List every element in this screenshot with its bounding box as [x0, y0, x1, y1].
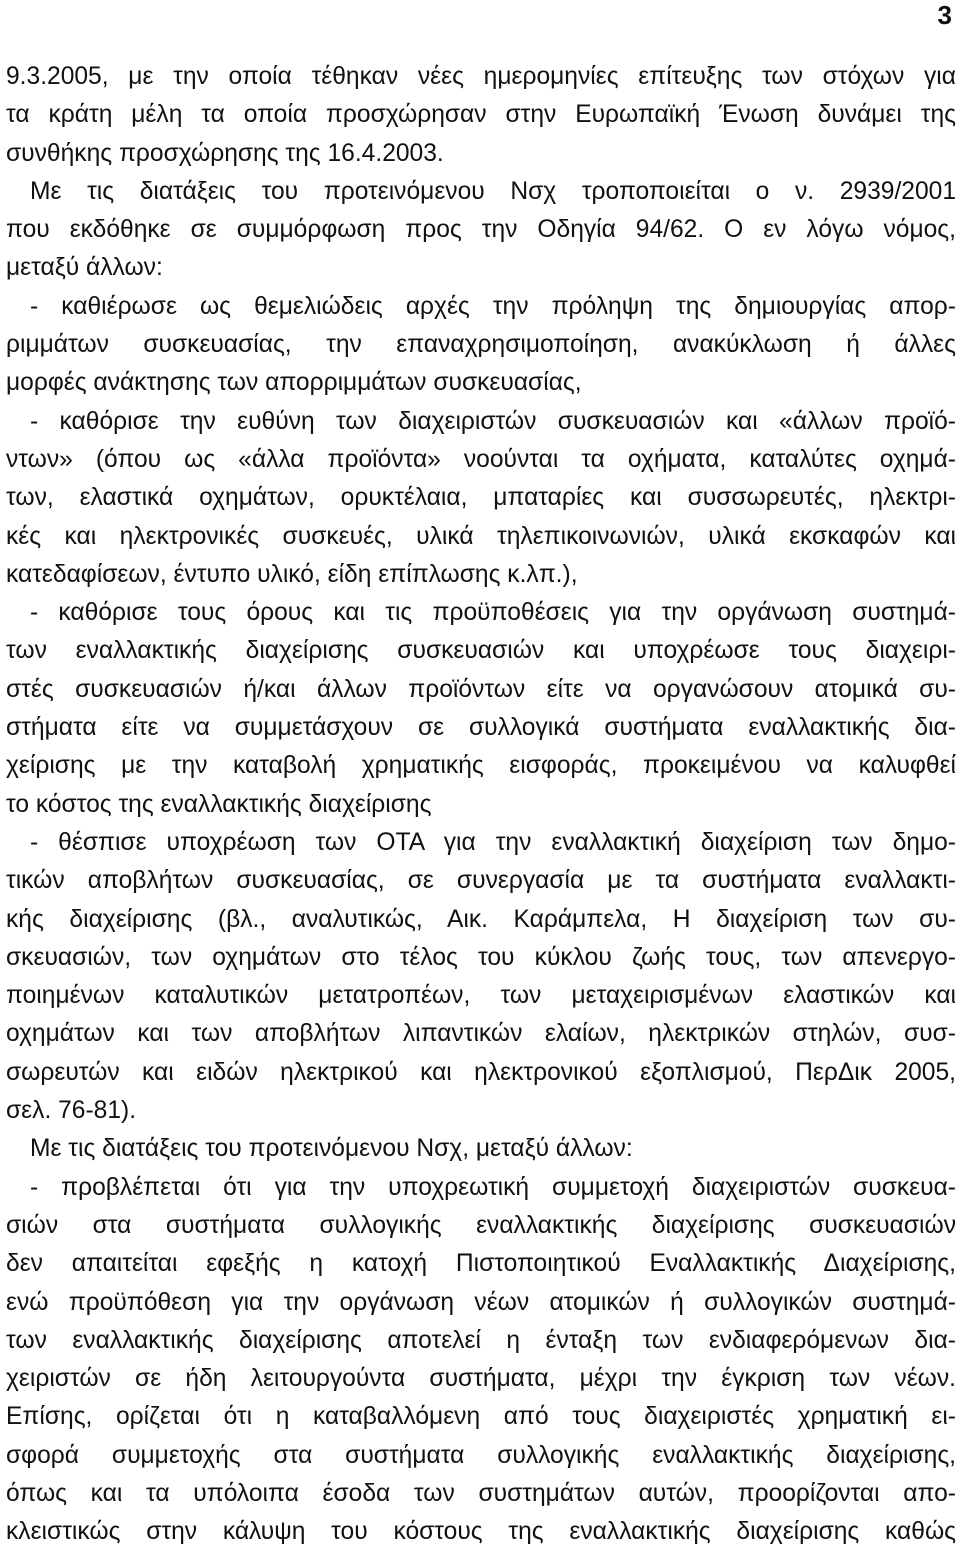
text-line: σελ. 76-81).	[6, 1097, 137, 1125]
text-line: χείρισης με την καταβολή χρηματικής εισφοράς, προκειμένου να καλυφθεί	[6, 752, 956, 780]
text-line: των εναλλακτικής διαχείρισης αποτελεί η ένταξη των ενδιαφερόμενων δια-	[6, 1326, 956, 1354]
page-number: 3	[937, 0, 952, 30]
text-line: Με τις διατάξεις του προτεινόμενου Νσχ, μεταξύ άλλων:	[30, 1135, 633, 1163]
text-line: Επίσης, ορίζεται ότι η καταβαλλόμενη από τους διαχειριστές χρηματική ει-	[6, 1403, 956, 1431]
text-line: ντων» (όπου ως «άλλα προϊόντα» νοούνται τα οχήματα, καταλύτες οχημά-	[6, 445, 956, 473]
text-line: δεν απαιτείται εφεξής η κατοχή Πιστοποιητικού Εναλλακτικής Διαχείρισης,	[6, 1250, 956, 1278]
text-line: στήματα είτε να συμμετάσχουν σε συλλογικά συστήματα εναλλακτικής δια-	[6, 714, 956, 742]
text-line: των εναλλακτικής διαχείρισης συσκευασιών και υποχρέωσε τους διαχειρι-	[6, 637, 956, 665]
text-line: - καθόρισε τους όρους και τις προϋποθέσεις για την οργάνωση συστημά-	[30, 599, 956, 627]
text-line: - θέσπισε υποχρέωση των ΟΤΑ για την εναλλακτική διαχείριση των δημο-	[30, 828, 956, 856]
text-line: χειριστών σε ήδη λειτουργούντα συστήματα, μέχρι την έγκριση των νέων.	[6, 1365, 956, 1393]
text-line: των, ελαστικά οχημάτων, ορυκτέλαια, μπαταρίες και συσσωρευτές, ηλεκτρι-	[6, 484, 956, 512]
text-line: - καθόρισε την ευθύνη των διαχειριστών συσκευασιών και «άλλων προϊό-	[30, 407, 956, 435]
text-line: κής διαχείρισης (βλ., αναλυτικώς, Αικ. Καράμπελα, Η διαχείριση των συ-	[6, 905, 956, 933]
text-line: ενώ προϋπόθεση για την οργάνωση νέων ατομικών ή συλλογικών συστημά-	[6, 1288, 956, 1316]
text-line: σιών στα συστήματα συλλογικής εναλλακτικής διαχείρισης συσκευασιών	[6, 1211, 956, 1239]
text-line: κλειστικώς στην κάλυψη του κόστους της εναλλακτικής διαχείρισης καθώς	[6, 1518, 956, 1546]
text-line: οχημάτων και των αποβλήτων λιπαντικών ελαίων, ηλεκτρικών στηλών, συσ-	[6, 1020, 956, 1048]
text-line: σκευασιών, των οχημάτων στο τέλος του κύκλου ζωής τους, των απενεργο-	[6, 943, 956, 971]
text-line: όπως και τα υπόλοιπα έσοδα των συστημάτων αυτών, προορίζονται απο-	[6, 1479, 956, 1507]
text-line: Με τις διατάξεις του προτεινόμενου Νσχ τροποποιείται ο ν. 2939/2001	[30, 177, 956, 205]
text-line: που εκδόθηκε σε συμμόρφωση προς την Οδηγία 94/62. Ο εν λόγω νόμος,	[6, 216, 956, 244]
text-line: 9.3.2005, με την οποία τέθηκαν νέες ημερομηνίες επίτευξης των στόχων για	[6, 63, 956, 90]
text-line: κές και ηλεκτρονικές συσκευές, υλικά τηλεπικοινωνιών, υλικά εκσκαφών και	[6, 522, 956, 550]
text-line: το κόστος της εναλλακτικής διαχείρισης	[6, 790, 432, 818]
text-line: κατεδαφίσεων, έντυπο υλικό, είδη επίπλωσης κ.λπ.),	[6, 560, 578, 588]
text-line: στές συσκευασιών ή/και άλλων προϊόντων είτε να οργανώσουν ατομικά συ-	[6, 675, 956, 703]
text-line: τικών αποβλήτων συσκευασίας, σε συνεργασία με τα συστήματα εναλλακτι-	[6, 867, 956, 895]
text-line: - καθιέρωσε ως θεμελιώδεις αρχές την πρόληψη της δημιουργίας απορ-	[30, 292, 956, 320]
text-line: - προβλέπεται ότι για την υποχρεωτική συμμετοχή διαχειριστών συσκευα-	[30, 1173, 956, 1201]
text-line: σφορά συμμετοχής στα συστήματα συλλογικής εναλλακτικής διαχείρισης,	[6, 1441, 956, 1469]
text-line: τα κράτη μέλη τα οποία προσχώρησαν στην Ευρωπαϊκή Ένωση δυνάμει της	[6, 101, 956, 129]
text-line: ποιημένων καταλυτικών μετατροπέων, των μεταχειρισμένων ελαστικών και	[6, 982, 956, 1010]
text-line: σωρευτών και ειδών ηλεκτρικού και ηλεκτρονικού εξοπλισμού, ΠερΔικ 2005,	[6, 1058, 956, 1086]
text-line: συνθήκης προσχώρησης της 16.4.2003.	[6, 139, 444, 167]
text-line: μεταξύ άλλων:	[6, 254, 163, 282]
body-text	[6, 58, 956, 1552]
text-line: μορφές ανάκτησης των απορριμμάτων συσκευασίας,	[6, 369, 582, 397]
text-line: ριμμάτων συσκευασίας, την επαναχρησιμοποίηση, ανακύκλωση ή άλλες	[6, 331, 956, 359]
